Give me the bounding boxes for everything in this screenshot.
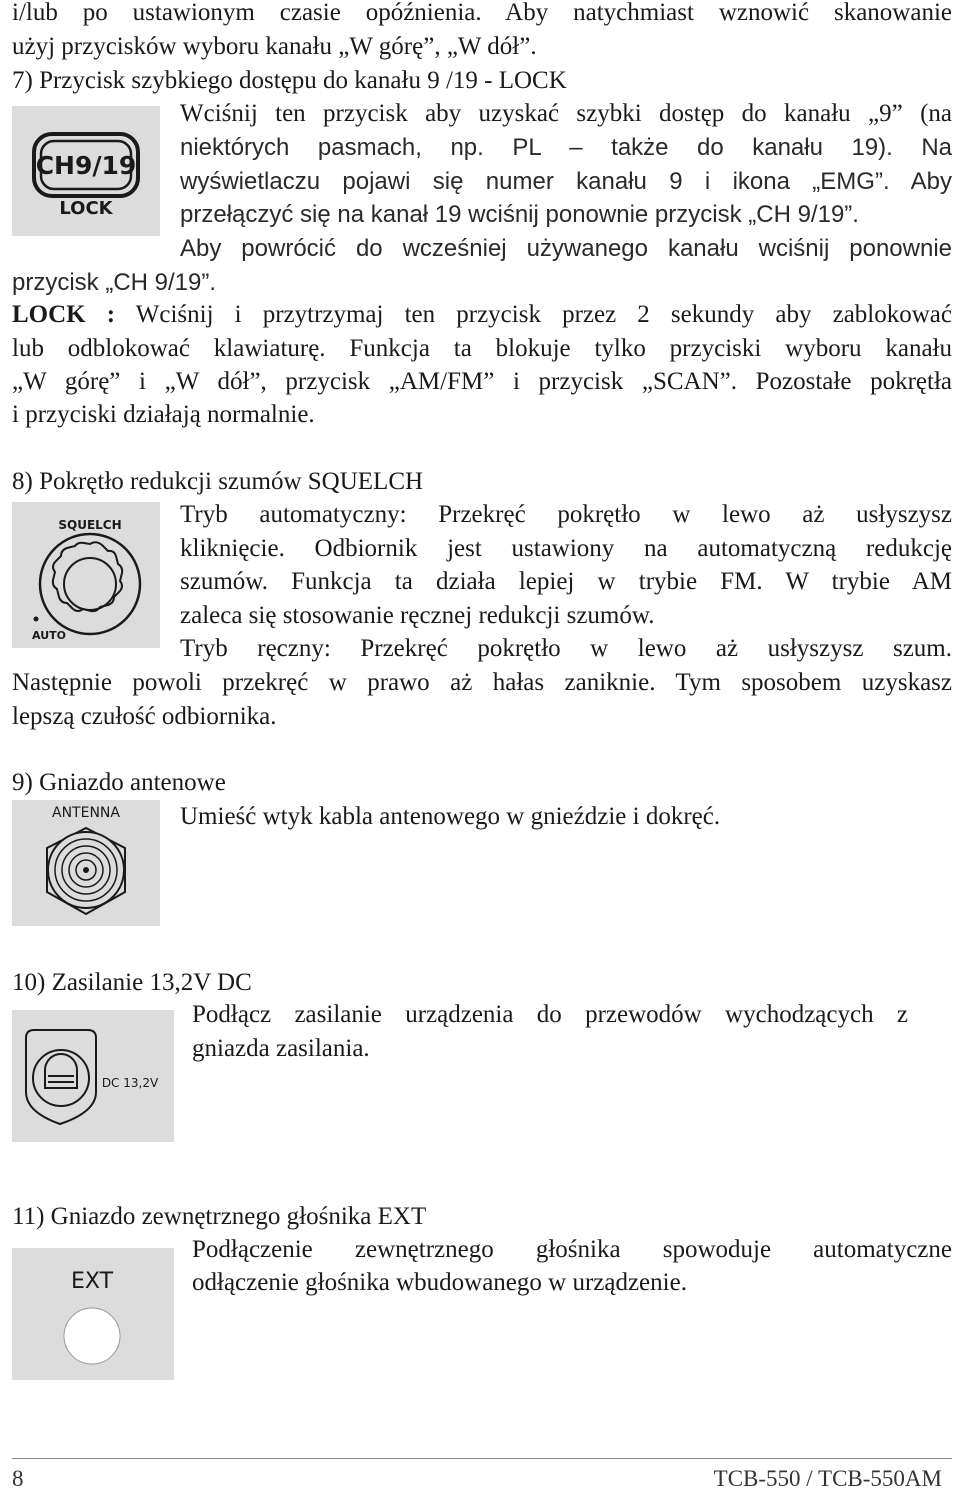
section-7-line-2: niektórych pasmach, np. PL – także do kanału 19). Na <box>180 134 952 161</box>
ch9-19-lock-icon <box>12 106 160 236</box>
dc-power-socket-icon <box>12 1010 174 1142</box>
model-name: TCB-550 / TCB-550AM <box>713 1466 942 1491</box>
squelch-knob-icon <box>12 502 160 648</box>
section-8-line-6: Następnie powoli przekręć w prawo aż hałas zaniknie. Tym sposobem uzyskasz <box>12 669 952 696</box>
footer-divider <box>12 1458 952 1459</box>
page-number: 8 <box>12 1466 24 1491</box>
section-7-line-3: wyświetlaczu pojawi się numer kanału 9 i ikona „EMG”. Aby <box>180 168 952 195</box>
section-7-line-4: przełączyć się na kanał 19 wciśnij ponownie przycisk „CH 9/19”. <box>180 201 859 228</box>
ch9-19-icon-text: CH9/19 <box>35 151 137 180</box>
lock-line-1-text: Wciśnij i przytrzymaj ten przycisk przez 2 sekundy aby zablokować <box>135 301 952 328</box>
lock-label: LOCK : <box>12 301 116 328</box>
lock-icon-text: LOCK <box>59 198 113 219</box>
section-10-heading: 10) Zasilanie 13,2V DC <box>12 969 252 996</box>
lock-paragraph-line-1 <box>12 298 952 332</box>
antenna-icon-text: ANTENNA <box>52 805 120 821</box>
lock-line-4: i przyciski działają normalnie. <box>12 401 315 428</box>
lock-line-3: „W górę” i „W dół”, przycisk „AM/FM” i przycisk „SCAN”. Pozostałe pokrętła <box>12 368 952 395</box>
section-9-text: Umieść wtyk kabla antenowego w gnieździe i dokręć. <box>180 803 721 830</box>
lock-line-2: lub odblokować klawiaturę. Funkcja ta blokuje tylko przyciski wyboru kanału <box>12 335 952 362</box>
section-9-heading: 9) Gniazdo antenowe <box>12 769 226 796</box>
section-7-line-6: przycisk „CH 9/19”. <box>12 269 217 296</box>
ext-speaker-socket-icon <box>12 1248 174 1380</box>
ext-icon-text: EXT <box>70 1269 114 1294</box>
section-8-line-2: kliknięcie. Odbiornik jest ustawiony na automatyczną redukcję <box>180 535 952 562</box>
section-8-heading: 8) Pokrętło redukcji szumów SQUELCH <box>12 468 424 495</box>
antenna-socket-icon <box>12 800 160 926</box>
section-8-line-7: lepszą czułość odbiornika. <box>12 703 277 730</box>
section-7-heading: 7) Przycisk szybkiego dostępu do kanału 9 /19 - LOCK <box>12 67 567 94</box>
section-8-line-1: Tryb automatyczny: Przekręć pokrętło w lewo aż usłyszysz <box>180 501 952 528</box>
section-10-line-2: gniazda zasilania. <box>192 1035 370 1062</box>
auto-icon-text: AUTO <box>32 629 66 642</box>
intro-line-1: i/lub po ustawionym czasie opóźnienia. Aby natychmiast wznowić skanowanie <box>12 0 952 26</box>
section-7-line-5: Aby powrócić do wcześniej używanego kanału wciśnij ponownie <box>180 235 952 262</box>
section-8-line-5: Tryb ręczny: Przekręć pokrętło w lewo aż usłyszysz szum. <box>180 635 952 662</box>
dc-icon-text: DC 13,2V <box>101 1076 159 1090</box>
squelch-icon-text: SQUELCH <box>58 518 122 532</box>
section-10-line-1: Podłącz zasilanie urządzenia do przewodów wychodzących z <box>192 1001 908 1028</box>
section-11-heading: 11) Gniazdo zewnętrznego głośnika EXT <box>12 1203 427 1230</box>
section-7-line-1: Wciśnij ten przycisk aby uzyskać szybki dostęp do kanału „9” (na <box>180 100 952 127</box>
section-11-line-2: odłączenie głośnika wbudowanego w urządzenie. <box>192 1269 687 1296</box>
section-8-line-3: szumów. Funkcja ta działa lepiej w trybie FM. W trybie AM <box>180 568 952 595</box>
section-11-line-1: Podłączenie zewnętrznego głośnika spowoduje automatyczne <box>192 1236 952 1263</box>
intro-line-2: użyj przycisków wyboru kanału „W górę”, „W dół”. <box>12 33 537 60</box>
section-8-line-4: zaleca się stosowanie ręcznej redukcji szumów. <box>180 602 655 629</box>
